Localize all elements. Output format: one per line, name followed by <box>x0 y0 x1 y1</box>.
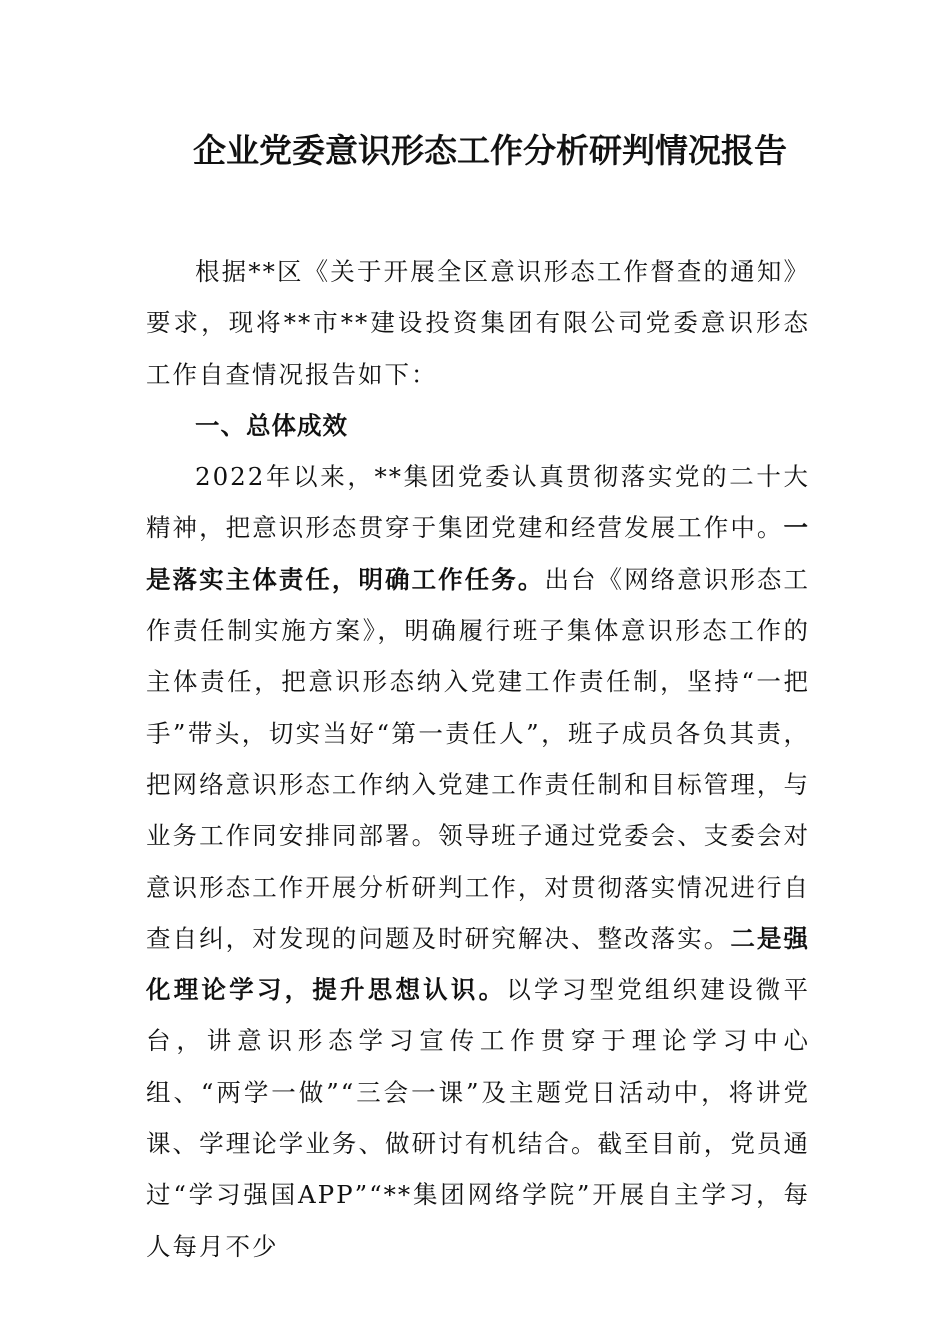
document-title: 企业党委意识形态工作分析研判情况报告 <box>193 131 787 170</box>
paragraph-text: 2022年以来，**集团党委认真贯彻落实党的二十大精神，把意识形态贯穿于集团党建和经营发展工作中。 <box>146 462 810 543</box>
intro-paragraph: 根据**区《关于开展全区意识形态工作督查的通知》要求，现将**市**建设投资集团有限公司党委意识形态工作自查情况报告如下： <box>146 257 810 389</box>
section-heading-overall-results: 一、总体成效 <box>195 410 348 440</box>
point-one-heading: 一是落实主体责任，明确工作任务。 <box>146 513 810 594</box>
overall-results-paragraph <box>146 451 810 1272</box>
paragraph-text: 出台《网络意识形态工作责任制实施方案》，明确履行班子集体意识形态工作的主体责任，把意识形态纳入党建工作责任制，坚持“一把手”带头，切实当好“第一责任人”，班子成员各负其责，把网络意识形态工作纳入党建工作责任制和目标管理，与业务工作同安排同部署。领导班子通过党委会、支委会对意识形态工作开展分析研判工作，对贯彻落实情况进行自查自纠，对发现的问题及时研究解决、整改落实。 <box>146 564 810 953</box>
document-body <box>146 246 810 1272</box>
point-two-heading: 二是强化理论学习，提升思想认识。 <box>146 923 810 1005</box>
paragraph-text: 以学习型党组织建设微平台，讲意识形态学习宣传工作贯穿于理论学习中心组、“两学一做”“三会一课”及主题党日活动中，将讲党课、学理论学业务、做研讨有机结合。截至目前，党员通过“学习强国APP”“**集团网络学院”开展自主学习，每人每月不少 <box>146 975 811 1261</box>
